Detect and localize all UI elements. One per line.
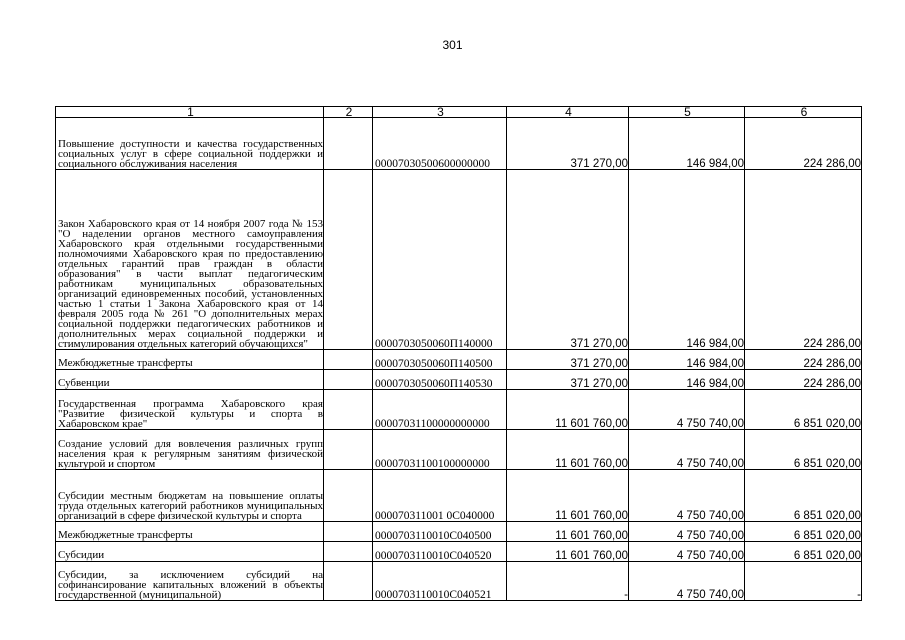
row-name: Субсидии, за исключением субсидий на софинансирование капитальных вложений в объекты государственной (муниципальной) [56, 562, 324, 601]
row-col6: 6 851 020,00 [745, 470, 862, 522]
row-col6: 6 851 020,00 [745, 542, 862, 562]
row-code: 00007031100100000000 [373, 430, 507, 470]
row-code: 0000703110010С040521 [373, 562, 507, 601]
row-col6: 6 851 020,00 [745, 390, 862, 430]
row-col5: 4 750 740,00 [629, 562, 745, 601]
column-header: 2 [324, 107, 373, 118]
row-col4: 11 601 760,00 [507, 470, 629, 522]
row-code: 0000703110010С040500 [373, 522, 507, 542]
row-col5: 4 750 740,00 [629, 470, 745, 522]
budget-table [55, 106, 862, 601]
table-row [56, 390, 862, 430]
row-code: 0000703110010С040520 [373, 542, 507, 562]
row-code: 00007031100000000000 [373, 390, 507, 430]
row-col4: 371 270,00 [507, 370, 629, 390]
row-name: Закон Хабаровского края от 14 ноября 2007 года № 153 "О наделении органов местного самоуправления Хабаровского края отдельными государственными полномочиями Хабаровского края по предоставлению отдельных гарантий прав граждан в области образования" в части выплат педагогическим работникам муниципальных образовательных организаций единовременных пособий, установленных частью 1 статьи 1 Закона Хабаровского края от 14 февраля 2005 года № 261 "О дополнительных мерах социальной поддержки педагогических работников и дополнительных мерах социальной поддержки и стимулирования отдельных категорий обучающихся" [56, 170, 324, 350]
row-col2 [324, 390, 373, 430]
row-code: 000070311001 0С040000 [373, 470, 507, 522]
row-col5: 146 984,00 [629, 350, 745, 370]
column-header: 3 [373, 107, 507, 118]
row-col6: - [745, 562, 862, 601]
row-col4: 11 601 760,00 [507, 522, 629, 542]
row-col6: 6 851 020,00 [745, 430, 862, 470]
row-col5: 4 750 740,00 [629, 542, 745, 562]
table-row [56, 522, 862, 542]
row-col2 [324, 470, 373, 522]
row-col2 [324, 350, 373, 370]
row-col4: 371 270,00 [507, 350, 629, 370]
row-name: Повышение доступности и качества государственных социальных услуг в сфере социальной поддержки и социального обслуживания населения [56, 118, 324, 170]
row-col2 [324, 430, 373, 470]
row-name: Субвенции [56, 370, 324, 390]
row-col5: 146 984,00 [629, 118, 745, 170]
row-col6: 6 851 020,00 [745, 522, 862, 542]
row-col6: 224 286,00 [745, 170, 862, 350]
row-code: 0000703050060П140530 [373, 370, 507, 390]
row-col4: - [507, 562, 629, 601]
row-col5: 146 984,00 [629, 170, 745, 350]
row-col5: 4 750 740,00 [629, 430, 745, 470]
row-col2 [324, 562, 373, 601]
row-col2 [324, 170, 373, 350]
row-code: 0000703050060П140500 [373, 350, 507, 370]
column-header: 5 [629, 107, 745, 118]
row-col5: 4 750 740,00 [629, 522, 745, 542]
row-col4: 11 601 760,00 [507, 390, 629, 430]
row-col6: 224 286,00 [745, 370, 862, 390]
row-col6: 224 286,00 [745, 350, 862, 370]
row-col2 [324, 118, 373, 170]
row-name: Создание условий для вовлечения различных групп населения края к регулярным занятиям физической культурой и спортом [56, 430, 324, 470]
row-col2 [324, 370, 373, 390]
header-row [56, 107, 862, 118]
column-header: 6 [745, 107, 862, 118]
table-row [56, 430, 862, 470]
page-number: 301 [442, 38, 463, 52]
table-row [56, 170, 862, 350]
row-name: Межбюджетные трансферты [56, 522, 324, 542]
row-col6: 224 286,00 [745, 118, 862, 170]
row-code: 00007030500600000000 [373, 118, 507, 170]
row-name: Субсидии местным бюджетам на повышение оплаты труда отдельных категорий работников муниципальных организаций в сфере физической культуры и спорта [56, 470, 324, 522]
row-col4: 371 270,00 [507, 170, 629, 350]
column-header: 1 [56, 107, 324, 118]
table-row [56, 562, 862, 601]
table-row [56, 470, 862, 522]
row-col4: 11 601 760,00 [507, 430, 629, 470]
column-header: 4 [507, 107, 629, 118]
row-col2 [324, 542, 373, 562]
row-name: Межбюджетные трансферты [56, 350, 324, 370]
row-col4: 11 601 760,00 [507, 542, 629, 562]
row-col5: 4 750 740,00 [629, 390, 745, 430]
row-col4: 371 270,00 [507, 118, 629, 170]
table-row [56, 370, 862, 390]
row-code: 0000703050060П140000 [373, 170, 507, 350]
row-col5: 146 984,00 [629, 370, 745, 390]
row-col2 [324, 522, 373, 542]
row-name: Государственная программа Хабаровского края "Развитие физической культуры и спорта в Хабаровском крае" [56, 390, 324, 430]
table-row [56, 118, 862, 170]
table-row [56, 542, 862, 562]
row-name: Субсидии [56, 542, 324, 562]
table-row [56, 350, 862, 370]
